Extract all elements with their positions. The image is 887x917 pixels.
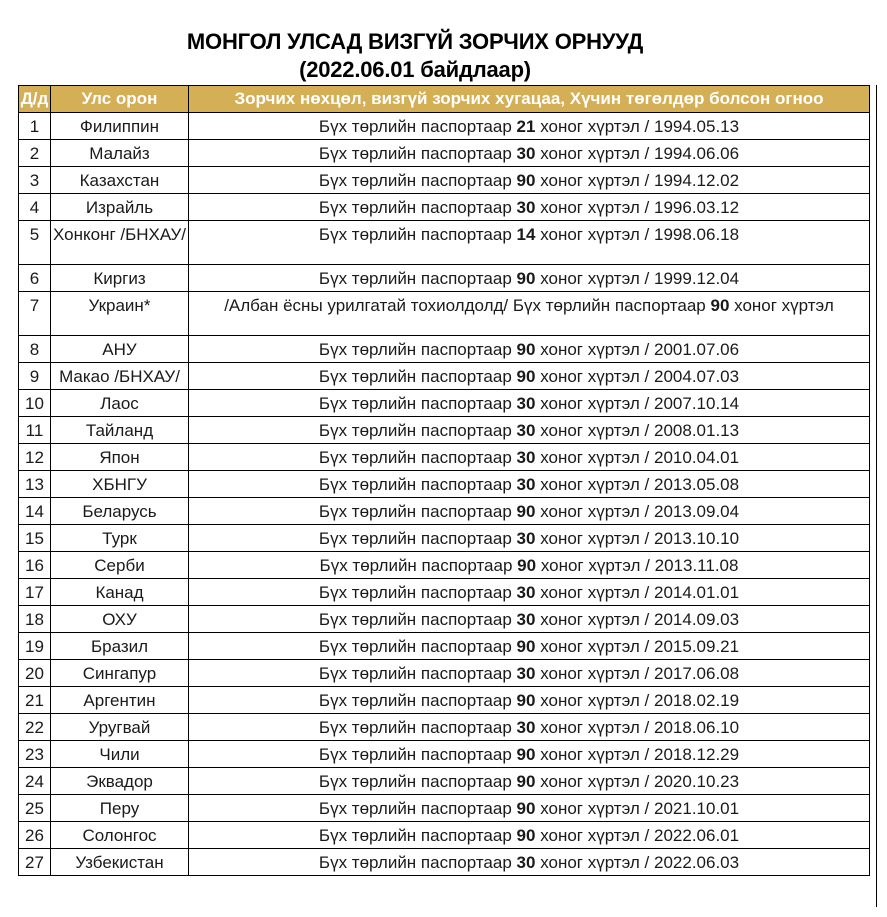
condition-suffix: хоног хүртэл / [540, 117, 650, 136]
stay-days: 30 [516, 448, 536, 467]
condition-prefix: Бүх төрлийн паспортаар [318, 745, 512, 764]
condition-prefix: Бүх төрлийн паспортаар [318, 171, 512, 190]
stay-days: 90 [516, 799, 536, 818]
row-number: 19 [19, 633, 51, 660]
condition-prefix: Бүх төрлийн паспортаар [318, 225, 512, 244]
row-number: 1 [19, 113, 51, 140]
country-name: Хонконг /БНХАУ/ [51, 221, 189, 265]
condition-prefix: Бүх төрлийн паспортаар [318, 340, 512, 359]
stay-days: 90 [516, 826, 536, 845]
condition-prefix: Бүх төрлийн паспортаар [318, 637, 512, 656]
country-name: Бразил [51, 633, 189, 660]
table-row [19, 579, 870, 606]
row-number: 26 [19, 822, 51, 849]
country-name: АНУ [51, 336, 189, 363]
condition-prefix: Бүх төрлийн паспортаар [318, 269, 512, 288]
effective-date: 1994.12.02 [654, 171, 740, 190]
stay-days: 21 [516, 117, 536, 136]
condition-suffix: хоног хүртэл / [540, 556, 650, 575]
effective-date: 1996.03.12 [654, 198, 740, 217]
condition-prefix: Бүх төрлийн паспортаар [318, 117, 512, 136]
table-body [19, 113, 870, 876]
condition-suffix: хоног хүртэл / [540, 144, 650, 163]
country-name: Серби [51, 552, 189, 579]
row-number: 25 [19, 795, 51, 822]
table-row [19, 660, 870, 687]
row-number: 6 [19, 265, 51, 292]
stay-days: 30 [516, 421, 536, 440]
country-name: Киргиз [51, 265, 189, 292]
entry-condition [189, 714, 870, 741]
effective-date: 2010.04.01 [654, 448, 740, 467]
country-name: Тайланд [51, 417, 189, 444]
condition-prefix: Бүх төрлийн паспортаар [318, 448, 512, 467]
effective-date: 1994.06.06 [654, 144, 740, 163]
condition-suffix: хоног хүртэл / [540, 340, 650, 359]
condition-prefix: Бүх төрлийн паспортаар [318, 772, 512, 791]
effective-date: 2018.06.10 [654, 718, 740, 737]
table-row [19, 265, 870, 292]
stay-days: 90 [516, 745, 536, 764]
condition-suffix: хоног хүртэл / [540, 225, 650, 244]
table-row [19, 849, 870, 876]
condition-suffix: хоног хүртэл / [540, 421, 650, 440]
table-row [19, 444, 870, 471]
table-row [19, 498, 870, 525]
condition-prefix: Бүх төрлийн паспортаар [318, 529, 512, 548]
row-number: 2 [19, 140, 51, 167]
condition-prefix: Бүх төрлийн паспортаар [318, 583, 512, 602]
stay-days: 90 [516, 171, 536, 190]
entry-condition [189, 265, 870, 292]
country-name: Чили [51, 741, 189, 768]
table-row [19, 741, 870, 768]
table-row [19, 113, 870, 140]
country-name: ОХУ [51, 606, 189, 633]
table-row [19, 525, 870, 552]
condition-suffix: хоног хүртэл / [540, 269, 650, 288]
country-name: Перу [51, 795, 189, 822]
country-name: Лаос [51, 390, 189, 417]
country-name: Филиппин [51, 113, 189, 140]
row-number: 18 [19, 606, 51, 633]
condition-suffix: хоног хүртэл / [540, 745, 650, 764]
row-number: 5 [19, 221, 51, 265]
condition-suffix: хоног хүртэл / [540, 198, 650, 217]
condition-prefix: Бүх төрлийн паспортаар [318, 198, 512, 217]
row-number: 14 [19, 498, 51, 525]
entry-condition [189, 552, 870, 579]
table-row [19, 221, 870, 265]
entry-condition [189, 498, 870, 525]
stay-days: 90 [516, 772, 536, 791]
condition-prefix: Бүх төрлийн паспортаар [318, 367, 512, 386]
condition-suffix: хоног хүртэл / [540, 637, 650, 656]
effective-date: 2021.10.01 [654, 799, 740, 818]
country-name: Солонгос [51, 822, 189, 849]
entry-condition [189, 606, 870, 633]
condition-suffix: хоног хүртэл / [540, 529, 650, 548]
effective-date: 1998.06.18 [654, 225, 740, 244]
stay-days: 90 [710, 296, 730, 315]
country-name: Турк [51, 525, 189, 552]
condition-suffix: хоног хүртэл / [540, 853, 650, 872]
stay-days: 90 [516, 637, 536, 656]
condition-prefix: Бүх төрлийн паспортаар [318, 691, 512, 710]
effective-date: 2022.06.03 [654, 853, 740, 872]
row-number: 27 [19, 849, 51, 876]
effective-date: 1999.12.04 [654, 269, 740, 288]
entry-condition [189, 140, 870, 167]
entry-condition [189, 390, 870, 417]
visa-free-countries-table [18, 85, 870, 876]
entry-condition [189, 221, 870, 265]
country-name: Макао /БНХАУ/ [51, 363, 189, 390]
row-number: 11 [19, 417, 51, 444]
country-name: Сингапур [51, 660, 189, 687]
table-row [19, 140, 870, 167]
entry-condition [189, 471, 870, 498]
effective-date: 2017.06.08 [654, 664, 740, 683]
row-number: 17 [19, 579, 51, 606]
effective-date: 2014.01.01 [654, 583, 740, 602]
table-row [19, 822, 870, 849]
effective-date: 2015.09.21 [654, 637, 740, 656]
entry-condition [189, 741, 870, 768]
country-name: Узбекистан [51, 849, 189, 876]
country-name: Беларусь [51, 498, 189, 525]
country-name: ХБНГУ [51, 471, 189, 498]
table-row [19, 768, 870, 795]
entry-condition [189, 525, 870, 552]
row-number: 21 [19, 687, 51, 714]
country-name: Казахстан [51, 167, 189, 194]
page-subtitle-date: (2022.06.01 байдлаар) [299, 57, 531, 82]
condition-prefix: Бүх төрлийн паспортаар [318, 421, 512, 440]
table-row [19, 687, 870, 714]
country-name: Аргентин [51, 687, 189, 714]
condition-suffix: хоног хүртэл / [540, 475, 650, 494]
row-number: 10 [19, 390, 51, 417]
stay-days: 30 [516, 198, 536, 217]
stay-days: 30 [516, 853, 536, 872]
effective-date: 2013.05.08 [654, 475, 740, 494]
effective-date: 2014.09.03 [654, 610, 740, 629]
table-outer-border [876, 85, 877, 907]
country-name: Малайз [51, 140, 189, 167]
stay-days: 90 [517, 556, 537, 575]
entry-condition [189, 633, 870, 660]
condition-prefix: Бүх төрлийн паспортаар [318, 826, 512, 845]
entry-condition [189, 363, 870, 390]
effective-date: 2022.06.01 [654, 826, 740, 845]
row-number: 4 [19, 194, 51, 221]
row-number: 12 [19, 444, 51, 471]
column-header-conditions: Зорчих нөхцөл, визгүй зорчих хугацаа, Хүчин төгөлдөр болсон огноо [189, 86, 870, 113]
effective-date: 2008.01.13 [654, 421, 740, 440]
stay-days: 14 [516, 225, 536, 244]
row-number: 3 [19, 167, 51, 194]
row-number: 9 [19, 363, 51, 390]
effective-date: 2018.12.29 [654, 745, 740, 764]
entry-condition [189, 768, 870, 795]
entry-condition [189, 849, 870, 876]
condition-prefix: Бүх төрлийн паспортаар [318, 394, 512, 413]
stay-days: 30 [516, 718, 536, 737]
condition-suffix: хоног хүртэл / [540, 718, 650, 737]
country-name: Уругвай [51, 714, 189, 741]
entry-condition [189, 292, 870, 336]
entry-condition [189, 822, 870, 849]
table-row [19, 471, 870, 498]
stay-days: 30 [516, 583, 536, 602]
condition-prefix: Бүх төрлийн паспортаар [318, 664, 512, 683]
condition-suffix: хоног хүртэл / [540, 691, 650, 710]
row-number: 16 [19, 552, 51, 579]
condition-suffix: хоног хүртэл / [540, 367, 650, 386]
condition-suffix: хоног хүртэл [734, 296, 834, 315]
condition-suffix: хоног хүртэл / [540, 772, 650, 791]
entry-condition [189, 687, 870, 714]
effective-date: 2004.07.03 [654, 367, 740, 386]
condition-prefix: Бүх төрлийн паспортаар [318, 502, 512, 521]
effective-date: 2013.10.10 [654, 529, 740, 548]
stay-days: 30 [516, 529, 536, 548]
effective-date: 2007.10.14 [654, 394, 740, 413]
row-number: 15 [19, 525, 51, 552]
effective-date: 2013.09.04 [654, 502, 740, 521]
row-number: 7 [19, 292, 51, 336]
entry-condition [189, 444, 870, 471]
effective-date: 1994.05.13 [654, 117, 740, 136]
stay-days: 90 [516, 340, 536, 359]
table-row [19, 390, 870, 417]
effective-date: 2001.07.06 [654, 340, 740, 359]
condition-suffix: хоног хүртэл / [540, 583, 650, 602]
table-row [19, 363, 870, 390]
stay-days: 30 [516, 394, 536, 413]
row-number: 13 [19, 471, 51, 498]
row-number: 22 [19, 714, 51, 741]
country-name: Украин* [51, 292, 189, 336]
table-header-row [19, 86, 870, 113]
table-row [19, 795, 870, 822]
column-header-country: Улс орон [51, 86, 189, 113]
condition-suffix: хоног хүртэл / [540, 664, 650, 683]
condition-prefix: Бүх төрлийн паспортаар [318, 610, 512, 629]
entry-condition [189, 194, 870, 221]
condition-prefix: Бүх төрлийн паспортаар [318, 144, 512, 163]
table-row [19, 714, 870, 741]
condition-prefix: Бүх төрлийн паспортаар [319, 556, 513, 575]
table-row [19, 336, 870, 363]
row-number: 20 [19, 660, 51, 687]
condition-suffix: хоног хүртэл / [540, 448, 650, 467]
table-row [19, 194, 870, 221]
condition-suffix: хоног хүртэл / [540, 610, 650, 629]
stay-days: 30 [516, 475, 536, 494]
condition-prefix: /Албан ёсны урилгатай тохиолдолд/ Бүх төрлийн паспортаар [224, 296, 706, 315]
entry-condition [189, 579, 870, 606]
row-number: 24 [19, 768, 51, 795]
table-row [19, 552, 870, 579]
stay-days: 90 [516, 367, 536, 386]
effective-date: 2018.02.19 [654, 691, 740, 710]
row-number: 8 [19, 336, 51, 363]
entry-condition [189, 795, 870, 822]
effective-date: 2020.10.23 [654, 772, 740, 791]
condition-prefix: Бүх төрлийн паспортаар [318, 475, 512, 494]
effective-date: 2013.11.08 [654, 556, 739, 575]
table-row [19, 417, 870, 444]
table-row [19, 292, 870, 336]
column-header-number: Д/д [19, 86, 51, 113]
entry-condition [189, 336, 870, 363]
entry-condition [189, 660, 870, 687]
stay-days: 90 [516, 502, 536, 521]
page-title: МОНГОЛ УЛСАД ВИЗГҮЙ ЗОРЧИХ ОРНУУД [186, 29, 644, 54]
stay-days: 90 [516, 691, 536, 710]
country-name: Эквадор [51, 768, 189, 795]
condition-suffix: хоног хүртэл / [540, 799, 650, 818]
country-name: Япон [51, 444, 189, 471]
condition-prefix: Бүх төрлийн паспортаар [318, 718, 512, 737]
entry-condition [189, 417, 870, 444]
condition-suffix: хоног хүртэл / [540, 502, 650, 521]
entry-condition [189, 113, 870, 140]
table-row [19, 606, 870, 633]
table-row [19, 633, 870, 660]
stay-days: 30 [516, 664, 536, 683]
country-name: Израйль [51, 194, 189, 221]
table-row [19, 167, 870, 194]
condition-suffix: хоног хүртэл / [540, 826, 650, 845]
entry-condition [189, 167, 870, 194]
condition-prefix: Бүх төрлийн паспортаар [318, 799, 512, 818]
stay-days: 30 [516, 610, 536, 629]
condition-suffix: хоног хүртэл / [540, 394, 650, 413]
stay-days: 30 [516, 144, 536, 163]
country-name: Канад [51, 579, 189, 606]
condition-prefix: Бүх төрлийн паспортаар [318, 853, 512, 872]
stay-days: 90 [516, 269, 536, 288]
row-number: 23 [19, 741, 51, 768]
condition-suffix: хоног хүртэл / [540, 171, 650, 190]
